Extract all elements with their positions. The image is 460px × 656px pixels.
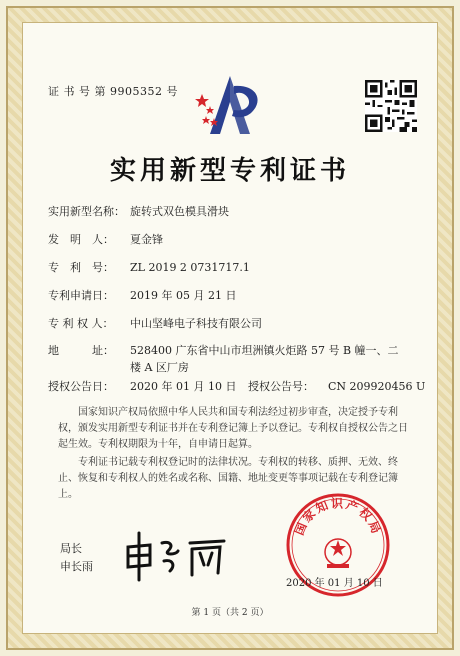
cnipa-logo-icon bbox=[184, 72, 276, 142]
signatory-name: 申长雨 bbox=[60, 560, 93, 573]
field-label: 地 址： bbox=[48, 344, 114, 357]
field-value: 中山坚峰电子科技有限公司 bbox=[130, 317, 262, 330]
field-patent-number bbox=[48, 259, 250, 277]
field-label: 专利申请日： bbox=[48, 289, 114, 302]
signatory-title: 局长 bbox=[60, 542, 82, 555]
seal-date: 2020 年 01 月 10 日 bbox=[286, 578, 383, 589]
qr-code-icon bbox=[365, 80, 417, 132]
legal-paragraph: 国家知识产权局依照中华人民共和国专利法经过初步审查，决定授予专利权，颁发实用新型专利证书并在专利登记簿上予以登记。专利权自授权公告之日起生效。专利权期限为十年，自申请日起算。 bbox=[58, 407, 408, 450]
field-value: 2019 年 05 月 21 日 bbox=[130, 289, 237, 302]
handwritten-signature bbox=[120, 525, 230, 585]
field-value: 528400 广东省中山市坦洲镇火炬路 57 号 B 幢一、二楼 A 区厂房 bbox=[130, 344, 399, 374]
field-label: 发 明 人： bbox=[48, 233, 114, 246]
certificate-number: 证 书 号 第 9905352 号 bbox=[48, 85, 178, 98]
field-grant-date bbox=[48, 378, 425, 396]
field-value: 2020 年 01 月 10 日 bbox=[130, 380, 237, 393]
svg-text:国家知识产权局: 国家知识产权局 bbox=[291, 496, 385, 538]
field-value: ZL 2019 2 0731717.1 bbox=[130, 261, 250, 274]
field-application-date bbox=[48, 287, 236, 305]
field-label: 专 利 权 人： bbox=[48, 317, 114, 330]
field-value: CN 209920456 U bbox=[328, 380, 426, 393]
field-patentee bbox=[48, 315, 262, 333]
legal-paragraph: 专利证书记载专利权登记时的法律状况。专利权的转移、质押、无效、终止、恢复和专利权人的姓名或名称、国籍、地址变更等事项记载在专利登记簿上。 bbox=[58, 457, 398, 500]
page-footer: 第 1 页（共 2 页） bbox=[191, 608, 269, 618]
field-inventor bbox=[48, 231, 163, 249]
field-label: 专 利 号： bbox=[48, 261, 114, 274]
field-label: 实用新型名称： bbox=[48, 205, 125, 218]
field-label: 授权公告日： bbox=[48, 380, 114, 393]
field-label: 授权公告号： bbox=[248, 380, 314, 393]
field-value: 旋转式双色模具滑块 bbox=[130, 205, 229, 218]
field-utility-name bbox=[48, 203, 229, 221]
certificate-title: 实用新型专利证书 bbox=[109, 156, 350, 186]
field-address bbox=[48, 342, 408, 376]
field-value: 夏金锋 bbox=[130, 233, 163, 246]
